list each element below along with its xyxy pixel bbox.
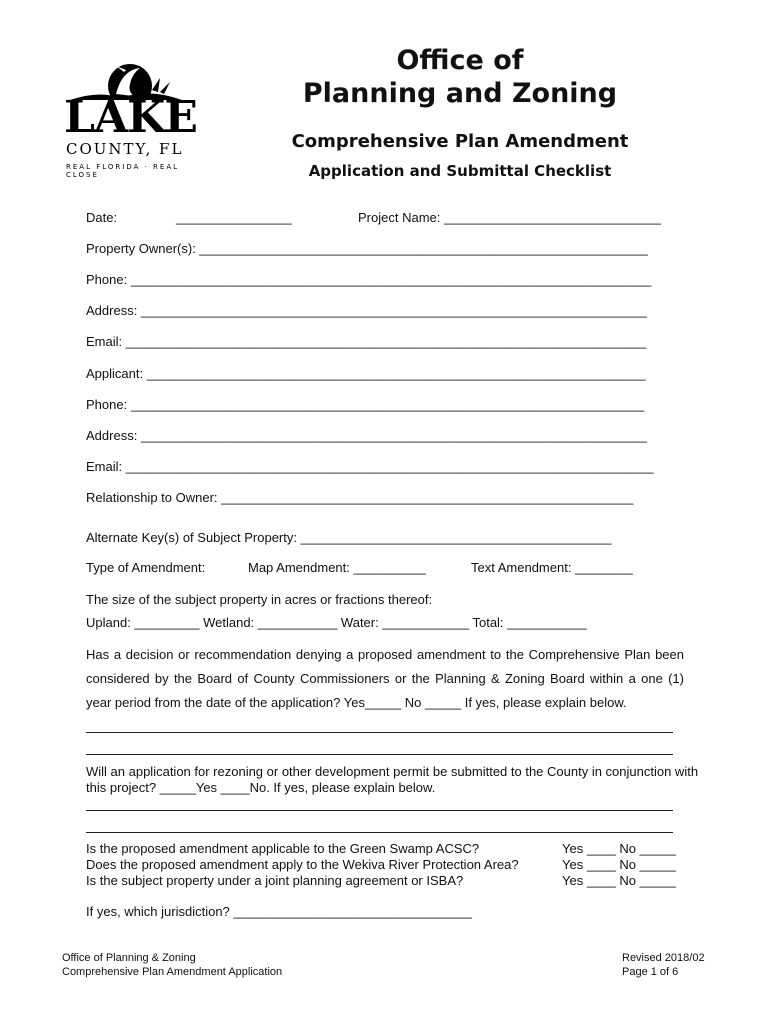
applicant-address-field[interactable]: Address: ______________________________________________________________________ — [86, 428, 648, 443]
green-swamp-question: Is the proposed amendment applicable to the Green Swamp ACSC? — [86, 841, 480, 856]
form-subtitle: Comprehensive Plan Amendment — [291, 131, 629, 152]
footer-revised: Revised 2018/02 — [622, 952, 705, 964]
property-size-fields[interactable]: Upland: _________ Wetland: ___________ Water: ____________ Total: ___________ — [86, 615, 587, 630]
property-owner-field[interactable]: Property Owner(s): ______________________________________________________________ — [86, 241, 648, 256]
explanation-line[interactable] — [86, 754, 673, 755]
owner-address-field[interactable]: Address: ______________________________________________________________________ — [86, 303, 648, 318]
explanation-line[interactable] — [86, 810, 673, 811]
wekiva-question: Does the proposed amendment apply to the Wekiva River Protection Area? — [86, 857, 519, 872]
prior-decision-question: Has a decision or recommendation denying a proposed amendment to the Comprehensive Plan been considered by the Board of County Commissioners or the Planning & Zoning Board within a one (1) year period from the date of the application? Yes_____ No _____ If yes, please explain below. — [86, 647, 684, 710]
footer-document: Comprehensive Plan Amendment Application — [62, 966, 283, 978]
explanation-line[interactable] — [86, 832, 673, 833]
applicant-email-field[interactable]: Email: _________________________________________________________________________ — [86, 459, 654, 474]
date-label: Date: — [86, 210, 118, 225]
logo-wordmark: LAKE — [64, 92, 197, 143]
isba-yes-no[interactable]: Yes ____ No _____ — [562, 873, 676, 888]
owner-email-field[interactable]: Email: ________________________________________________________________________ — [86, 334, 647, 349]
applicant-phone-field[interactable]: Phone: _______________________________________________________________________ — [86, 397, 645, 412]
explanation-line[interactable] — [86, 732, 673, 733]
footer-office: Office of Planning & Zoning — [62, 952, 196, 964]
text-amendment-field[interactable]: Text Amendment: ________ — [471, 560, 633, 575]
amendment-type-label: Type of Amendment: — [86, 560, 206, 575]
footer-right — [622, 951, 705, 979]
title-line-2: Planning and Zoning — [302, 78, 618, 109]
footer-left — [62, 951, 282, 979]
rezoning-question: Will an application for rezoning or other development permit be submitted to the County in conjunction with this project? _____Yes ____No. If yes, please explain below. — [86, 764, 699, 795]
date-field[interactable]: ________________ — [176, 210, 292, 225]
logo-tagline: REAL FLORIDA · REAL CLOSE — [66, 163, 180, 179]
isba-question: Is the subject property under a joint planning agreement or ISBA? — [86, 873, 464, 888]
map-amendment-field[interactable]: Map Amendment: __________ — [248, 560, 426, 575]
logo-county: COUNTY, FL — [66, 140, 184, 158]
relationship-field[interactable]: Relationship to Owner: _________________________________________________________ — [86, 490, 634, 505]
footer-page-number: Page 1 of 6 — [622, 966, 679, 978]
page-title — [260, 44, 660, 110]
property-size-label: The size of the subject property in acres or fractions thereof: — [86, 592, 433, 607]
wekiva-yes-no[interactable]: Yes ____ No _____ — [562, 857, 676, 872]
applicant-field[interactable]: Applicant: _____________________________________________________________________ — [86, 366, 646, 381]
project-name-field[interactable]: Project Name: ______________________________ — [358, 210, 661, 225]
jurisdiction-field[interactable]: If yes, which jurisdiction? _________________________________ — [86, 904, 472, 919]
owner-phone-field[interactable]: Phone: ________________________________________________________________________ — [86, 272, 652, 287]
green-swamp-yes-no[interactable]: Yes ____ No _____ — [562, 841, 676, 856]
form-subtitle-2: Application and Submittal Checklist — [308, 162, 612, 180]
title-line-1: Office of — [396, 45, 524, 76]
alternate-key-field[interactable]: Alternate Key(s) of Subject Property: ___________________________________________ — [86, 530, 612, 545]
lake-county-logo — [60, 60, 197, 179]
